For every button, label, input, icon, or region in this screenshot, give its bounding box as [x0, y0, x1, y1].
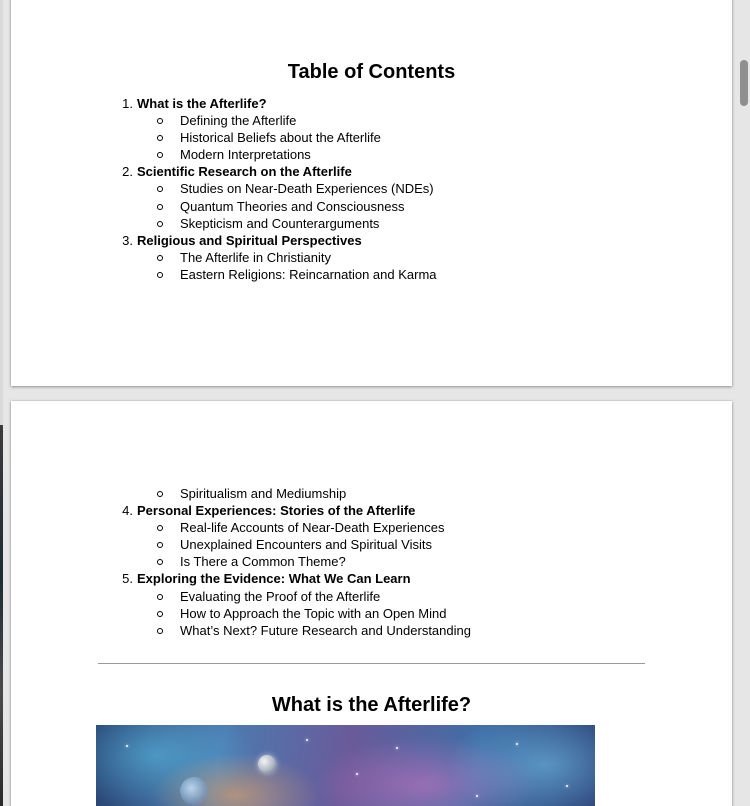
toc-section-item [11, 232, 732, 249]
toc-subsection-title: Unexplained Encounters and Spiritual Visits [180, 537, 432, 553]
toc-subsection-item [11, 146, 732, 163]
section-title: What is the Afterlife? [271, 694, 472, 716]
toc-subsection-title: Defining the Afterlife [180, 113, 297, 129]
toc-title: Table of Contents [287, 61, 456, 83]
star-icon [126, 745, 128, 747]
star-icon [516, 743, 518, 745]
toc-section-item [11, 95, 732, 112]
circle-bullet-icon [157, 186, 163, 192]
moon-icon [258, 755, 276, 773]
document-page-1 [11, 0, 732, 386]
toc-section-title: Personal Experiences: Stories of the Afterlife [137, 503, 416, 519]
toc-subsection-item [11, 129, 732, 146]
toc-section-item [11, 163, 732, 180]
vertical-scrollbar-thumb[interactable] [740, 60, 748, 106]
toc-subsection-item [11, 249, 732, 266]
section-divider [98, 663, 645, 664]
toc-subsection-title: The Afterlife in Christianity [180, 249, 332, 265]
star-icon [356, 773, 358, 775]
nebula-orb [180, 777, 208, 805]
toc-section-title: Exploring the Evidence: What We Can Learn [137, 571, 411, 587]
toc-list-page-1 [11, 95, 732, 283]
toc-subsection-item [11, 112, 732, 129]
circle-bullet-icon [157, 272, 163, 278]
toc-section-item [11, 502, 732, 519]
circle-bullet-icon [157, 525, 163, 531]
toc-subsection-title: Is There a Common Theme? [180, 554, 346, 570]
toc-subsection-title: Spiritualism and Mediumship [180, 486, 347, 501]
toc-subsection-title: What’s Next? Future Research and Understanding [180, 622, 471, 638]
toc-subsection-title: Modern Interpretations [180, 147, 311, 163]
circle-bullet-icon [157, 204, 163, 210]
star-icon [306, 739, 308, 741]
toc-list-page-2 [11, 485, 732, 639]
toc-subsection-item [11, 536, 732, 553]
star-icon [476, 795, 478, 797]
toc-section-title: Scientific Research on the Afterlife [137, 164, 352, 180]
circle-bullet-icon [157, 152, 163, 158]
circle-bullet-icon [157, 628, 163, 634]
toc-subsection-title: Skepticism and Counterarguments [180, 215, 380, 231]
toc-section-number: 1. [122, 96, 133, 111]
toc-section-item [11, 570, 732, 587]
toc-subsection-item [11, 553, 732, 570]
circle-bullet-icon [157, 594, 163, 600]
toc-subsection-item [11, 519, 732, 536]
star-icon [566, 785, 568, 787]
toc-subsection-title: Historical Beliefs about the Afterlife [180, 130, 381, 146]
circle-bullet-icon [157, 118, 163, 124]
toc-section-number: 4. [122, 503, 133, 519]
toc-subsection-item [11, 485, 732, 502]
toc-subsection-title: Studies on Near-Death Experiences (NDEs) [180, 181, 434, 197]
toc-subsection-item [11, 215, 732, 232]
toc-subsection-title: Real-life Accounts of Near-Death Experiences [180, 520, 445, 536]
circle-bullet-icon [157, 491, 163, 497]
star-icon [396, 747, 398, 749]
toc-subsection-item [11, 180, 732, 197]
afterlife-hero-image [96, 725, 595, 806]
toc-section-title: Religious and Spiritual Perspectives [137, 232, 362, 248]
toc-subsection-item [11, 622, 732, 639]
toc-subsection-item [11, 588, 732, 605]
toc-section-number: 3. [122, 232, 133, 248]
toc-section-number: 5. [122, 571, 133, 587]
toc-subsection-title: Eastern Religions: Reincarnation and Karma [180, 266, 437, 282]
circle-bullet-icon [157, 221, 163, 227]
document-page-2 [11, 401, 732, 806]
toc-subsection-title: Quantum Theories and Consciousness [180, 198, 405, 214]
circle-bullet-icon [157, 135, 163, 141]
toc-section-number: 2. [122, 164, 133, 180]
circle-bullet-icon [157, 255, 163, 261]
toc-subsection-title: Evaluating the Proof of the Afterlife [180, 588, 381, 604]
circle-bullet-icon [157, 542, 163, 548]
circle-bullet-icon [157, 611, 163, 617]
toc-section-title: What is the Afterlife? [137, 96, 267, 111]
toc-subsection-item [11, 266, 732, 283]
toc-subsection-title: How to Approach the Topic with an Open Mind [180, 605, 447, 621]
circle-bullet-icon [157, 559, 163, 565]
toc-subsection-item [11, 605, 732, 622]
toc-subsection-item [11, 198, 732, 215]
